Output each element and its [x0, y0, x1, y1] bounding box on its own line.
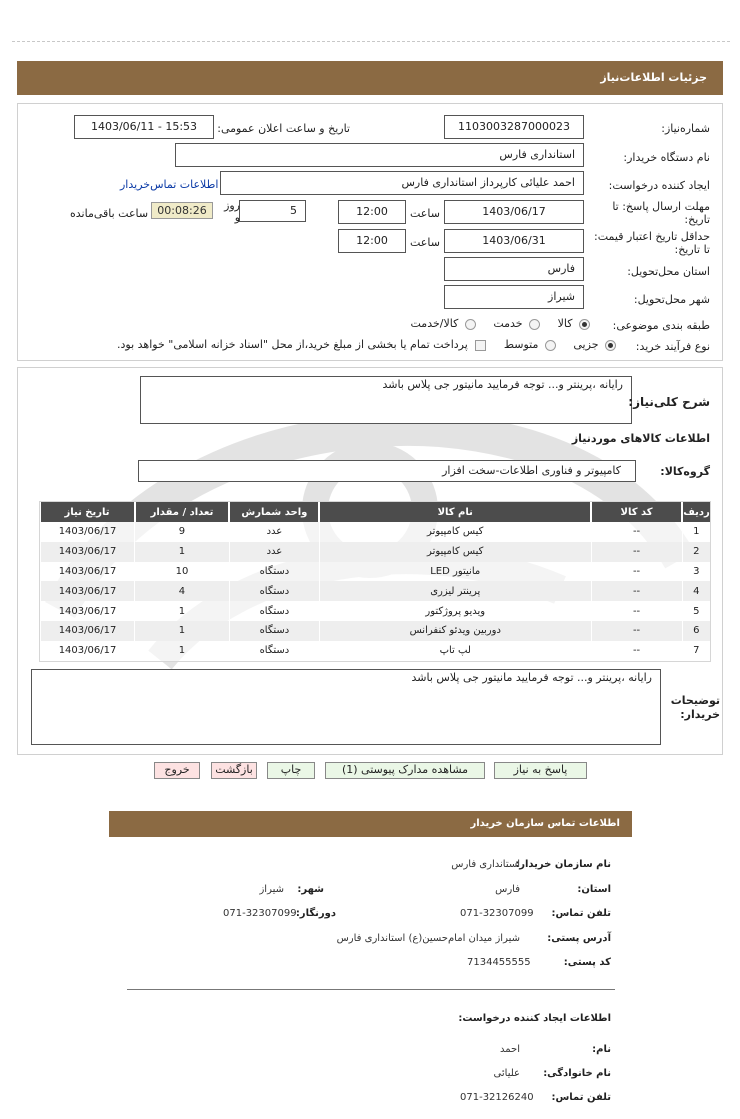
cell-row: 7 — [682, 641, 710, 661]
creator-family-value: علیائی — [493, 1068, 520, 1079]
col-unit: واحد شمارش — [229, 502, 319, 522]
contact-phone-value: 071-32307099 — [460, 908, 534, 919]
creator-phone-label: تلفن تماس: — [551, 1092, 611, 1103]
cell-qty: 10 — [135, 562, 230, 582]
cell-name: لپ تاپ — [319, 641, 591, 661]
cell-name: کیس کامپیوتر — [319, 542, 591, 562]
back-button[interactable]: بازگشت — [211, 762, 257, 779]
col-code: کد کالا — [591, 502, 682, 522]
cell-code: -- — [591, 641, 682, 661]
deadline-time-label: ساعت — [410, 207, 440, 220]
print-button[interactable]: چاپ — [267, 762, 315, 779]
table-row — [41, 621, 711, 641]
col-row: ردیف — [682, 502, 710, 522]
contact-fax-value: 071-32307099 — [223, 908, 297, 919]
category-radio-group[interactable] — [408, 317, 591, 330]
items-table-wrap — [39, 501, 711, 662]
contact-city-value: شیراز — [259, 884, 284, 895]
cell-code: -- — [591, 522, 682, 542]
cell-row: 5 — [682, 601, 710, 621]
cell-row: 1 — [682, 522, 710, 542]
category-label: طبقه بندی موضوعی: — [612, 319, 710, 332]
creator-family-label: نام خانوادگی: — [543, 1068, 611, 1079]
need-description-label: شرح کلی‌نیاز: — [628, 395, 710, 409]
table-row — [41, 601, 711, 621]
contact-postal-label: کد پستی: — [563, 957, 611, 968]
contact-fax-label: دورنگار: — [295, 908, 336, 919]
contact-phone-label: تلفن تماس: — [551, 908, 611, 919]
items-table — [40, 502, 710, 661]
cell-code: -- — [591, 581, 682, 601]
cell-date: 1403/06/17 — [41, 562, 135, 582]
announce-label: تاریخ و ساعت اعلان عمومی: — [217, 122, 350, 135]
cell-qty: 1 — [135, 542, 230, 562]
buyer-notes-label: توضیحات خریدار: — [670, 694, 720, 721]
table-row — [41, 641, 711, 661]
process-label: نوع فرآیند خرید: — [635, 340, 710, 353]
cell-date: 1403/06/17 — [41, 641, 135, 661]
category-radio-both[interactable] — [465, 319, 476, 330]
cell-unit: دستگاه — [229, 601, 319, 621]
goods-group-label: گروه‌کالا: — [660, 465, 710, 478]
table-row — [41, 542, 711, 562]
col-date: تاریخ نیاز — [41, 502, 135, 522]
days-label: روز و — [224, 199, 240, 224]
process-option-medium: متوسط — [503, 338, 539, 351]
cell-code: -- — [591, 621, 682, 641]
cell-row: 4 — [682, 581, 710, 601]
deadline-time-field: 12:00 — [338, 200, 406, 224]
cell-name: مانیتور LED — [319, 562, 591, 582]
items-table-body — [41, 522, 711, 661]
price-validity-time-field: 12:00 — [338, 229, 406, 253]
category-option-service: خدمت — [493, 317, 523, 330]
cell-unit: دستگاه — [229, 641, 319, 661]
creator-name-value: احمد — [500, 1044, 520, 1055]
payment-note: پرداخت تمام یا بخشی از مبلغ خرید،از محل "اسناد خزانه اسلامی" خواهد بود. — [117, 338, 468, 351]
creator-label: ایجاد کننده درخواست: — [608, 179, 710, 192]
cell-qty: 1 — [135, 601, 230, 621]
cell-row: 3 — [682, 562, 710, 582]
table-header-row — [41, 502, 711, 522]
creator-phone-value: 071-32126240 — [460, 1092, 534, 1103]
city-field: شیراز — [444, 285, 584, 309]
province-label: استان محل‌تحویل: — [627, 265, 710, 278]
cell-date: 1403/06/17 — [41, 621, 135, 641]
need-number-field: 1103003287000023 — [444, 115, 584, 139]
cell-name: کیس کامپیوتر — [319, 522, 591, 542]
announce-field: 1403/06/11 - 15:53 — [74, 115, 214, 139]
table-row — [41, 581, 711, 601]
org-name-value: استانداری فارس — [451, 859, 520, 870]
details-header — [17, 61, 723, 95]
contact-address-label: آدرس پستی: — [547, 933, 611, 944]
cell-name: دوربین ویدئو کنفرانس — [319, 621, 591, 641]
category-option-both: کالا/خدمت — [410, 317, 459, 330]
exit-button[interactable]: خروج — [154, 762, 200, 779]
cell-code: -- — [591, 601, 682, 621]
cell-qty: 4 — [135, 581, 230, 601]
contact-separator — [127, 989, 615, 990]
city-label: شهر محل‌تحویل: — [633, 293, 710, 306]
cell-unit: دستگاه — [229, 621, 319, 641]
cell-row: 2 — [682, 542, 710, 562]
days-field: 5 — [239, 200, 306, 222]
province-field: فارس — [444, 257, 584, 281]
cell-qty: 9 — [135, 522, 230, 542]
process-radio-group[interactable] — [113, 338, 616, 351]
treasury-checkbox[interactable] — [475, 340, 486, 351]
col-name: نام کالا — [319, 502, 591, 522]
category-radio-goods[interactable] — [579, 319, 590, 330]
process-option-small: جزیی — [573, 338, 599, 351]
cell-date: 1403/06/17 — [41, 542, 135, 562]
cell-date: 1403/06/17 — [41, 581, 135, 601]
cell-row: 6 — [682, 621, 710, 641]
cell-qty: 1 — [135, 621, 230, 641]
remaining-label: ساعت باقی‌مانده — [70, 207, 149, 220]
buyer-org-field: استانداری فارس — [175, 143, 584, 167]
price-validity-label: حداقل تاریخ اعتبار قیمت: تا تاریخ: — [594, 230, 710, 256]
col-qty: تعداد / مقدار — [135, 502, 230, 522]
creator-name-label: نام: — [592, 1044, 611, 1055]
cell-qty: 1 — [135, 641, 230, 661]
top-divider — [12, 41, 730, 42]
creator-info-title: اطلاعات ایجاد کننده درخواست: — [458, 1013, 611, 1024]
buyer-notes-box: رایانه ،پرینتر و... توجه فرمایید مانیتور جی پلاس باشد — [31, 669, 661, 745]
remaining-timer: 00:08:26 — [151, 202, 213, 219]
need-number-label: شماره‌نیاز: — [661, 122, 710, 135]
cell-unit: عدد — [229, 522, 319, 542]
deadline-label: مهلت ارسال پاسخ: تا تاریخ: — [612, 200, 710, 226]
contact-header — [109, 811, 632, 837]
reply-button[interactable]: پاسخ به نیاز — [494, 762, 587, 779]
price-validity-date-field: 1403/06/31 — [444, 229, 584, 253]
price-validity-time-label: ساعت — [410, 236, 440, 249]
contact-address-value: شیراز میدان امام‌حسین(ع) استانداری فارس — [336, 933, 520, 944]
cell-unit: دستگاه — [229, 581, 319, 601]
contact-province-label: استان: — [577, 884, 611, 895]
cell-name: پرینتر لیزری — [319, 581, 591, 601]
buyer-org-label: نام دستگاه خریدار: — [623, 151, 710, 164]
process-radio-small[interactable] — [605, 340, 616, 351]
category-option-goods: کالا — [557, 317, 573, 330]
cell-date: 1403/06/17 — [41, 601, 135, 621]
deadline-date-field: 1403/06/17 — [444, 200, 584, 224]
goods-info-title: اطلاعات کالاهای موردنیاز — [571, 432, 710, 445]
contact-province-value: فارس — [495, 884, 520, 895]
cell-name: ویدیو پروژکتور — [319, 601, 591, 621]
process-radio-medium[interactable] — [545, 340, 556, 351]
cell-code: -- — [591, 562, 682, 582]
need-description-box: رایانه ،پرینتر و... توجه فرمایید مانیتور جی پلاس باشد — [140, 376, 632, 424]
goods-group-field: کامپیوتر و فناوری اطلاعات-سخت افزار — [138, 460, 636, 482]
attachments-button[interactable]: مشاهده مدارک پیوستی (1) — [325, 762, 485, 779]
org-name-label: نام سازمان خریدار: — [515, 859, 611, 870]
page-title: جزئیات اطلاعات‌نیاز — [600, 71, 707, 84]
contact-postal-value: 7134455555 — [467, 957, 531, 968]
buyer-contact-link[interactable]: اطلاعات تماس‌خریدار — [120, 178, 219, 191]
cell-unit: دستگاه — [229, 562, 319, 582]
cell-code: -- — [591, 542, 682, 562]
contact-title: اطلاعات تماس سازمان خریدار — [470, 818, 620, 829]
category-radio-service[interactable] — [529, 319, 540, 330]
cell-unit: عدد — [229, 542, 319, 562]
table-row — [41, 522, 711, 542]
cell-date: 1403/06/17 — [41, 522, 135, 542]
contact-city-label: شهر: — [297, 884, 324, 895]
table-row — [41, 562, 711, 582]
creator-field: احمد علیائی کارپرداز استانداری فارس — [220, 171, 584, 195]
